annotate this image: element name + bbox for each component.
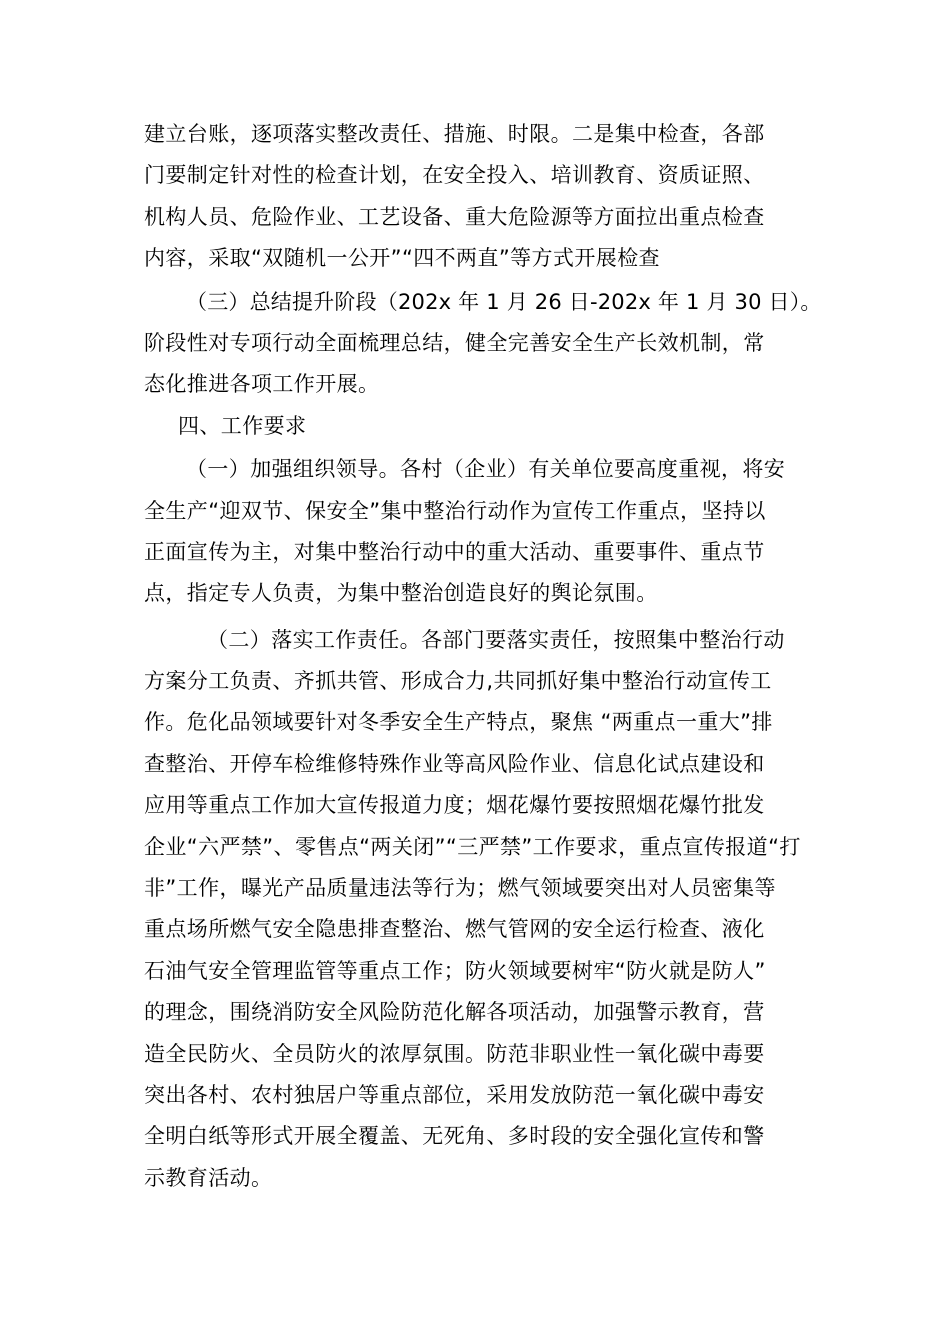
text-line: 机构人员、危险作业、工艺设备、重大危险源等方面拉出重点检查 bbox=[144, 204, 765, 229]
text-line: 重点场所燃气安全隐患排查整治、燃气管网的安全运行检查、液化 bbox=[144, 917, 765, 942]
text-line: 内容，采取“双随机一公开”“四不两直”等方式开展检查 bbox=[144, 246, 660, 271]
paragraph-summary-phase bbox=[144, 282, 822, 406]
text-line: 门要制定针对性的检查计划，在安全投入、培训教育、资质证照、 bbox=[144, 163, 765, 188]
paragraph-responsibility bbox=[144, 620, 814, 1199]
text-line: （二）落实工作责任。各部门要落实责任，按照集中整治行动 bbox=[207, 627, 785, 652]
text-line: 方案分工负责、齐抓共管、形成合力,共同抓好集中整治行动宣传工 bbox=[144, 669, 772, 694]
text-line: 正面宣传为主，对集中整治行动中的重大活动、重要事件、重点节 bbox=[144, 539, 765, 564]
text-line: 查整治、开停车检维修特殊作业等高风险作业、信息化试点建设和 bbox=[144, 751, 765, 776]
text-line: 非”工作，曝光产品质量违法等行为；燃气领域要突出对人员密集等 bbox=[144, 876, 776, 901]
text-line: 应用等重点工作加大宣传报道力度；烟花爆竹要按照烟花爆竹批发 bbox=[144, 793, 765, 818]
paragraph-organization bbox=[144, 449, 814, 615]
text-line: 全明白纸等形式开展全覆盖、无死角、多时段的安全强化宣传和警 bbox=[144, 1124, 765, 1149]
text-line: 阶段性对专项行动全面梳理总结，健全完善安全生产长效机制，常 bbox=[144, 330, 765, 355]
heading-work-requirements: 四、工作要求 bbox=[178, 413, 307, 438]
text-line: 建立台账，逐项落实整改责任、措施、时限。二是集中检查，各部 bbox=[144, 122, 765, 146]
text-line: 点，指定专人负责，为集中整治创造良好的舆论氛围。 bbox=[144, 581, 658, 606]
text-line: 全生产“迎双节、保安全”集中整治行动作为宣传工作重点，坚持以 bbox=[144, 498, 766, 523]
document-body bbox=[144, 114, 822, 1199]
text-line: （一）加强组织领导。各村（企业）有关单位要高度重视，将安 bbox=[186, 457, 786, 482]
text-line: 态化推进各项工作开展。 bbox=[144, 372, 380, 397]
text-line: （三）总结提升阶段（202x 年 1 月 26 日-202x 年 1 月 30 日）。 bbox=[186, 289, 822, 314]
text-line: 的理念，围绕消防安全风险防范化解各项活动，加强警示教育，营 bbox=[144, 1000, 765, 1025]
text-line: 造全民防火、全员防火的浓厚氛围。防范非职业性一氧化碳中毒要 bbox=[144, 1041, 765, 1066]
text-line: 示教育活动。 bbox=[144, 1165, 273, 1190]
text-line: 作。危化品领域要针对冬季安全生产特点，聚焦 “两重点一重大”排 bbox=[144, 710, 773, 735]
text-line: 企业“六严禁”、零售点“两关闭”“三严禁”工作要求，重点宣传报道“打 bbox=[144, 834, 801, 859]
text-line: 石油气安全管理监管等重点工作；防火领域要树牢“防火就是防人” bbox=[144, 958, 766, 983]
paragraph-inspection bbox=[144, 114, 814, 280]
section-heading bbox=[144, 406, 814, 447]
text-line: 突出各村、农村独居户等重点部位，采用发放防范一氧化碳中毒安 bbox=[144, 1082, 765, 1107]
